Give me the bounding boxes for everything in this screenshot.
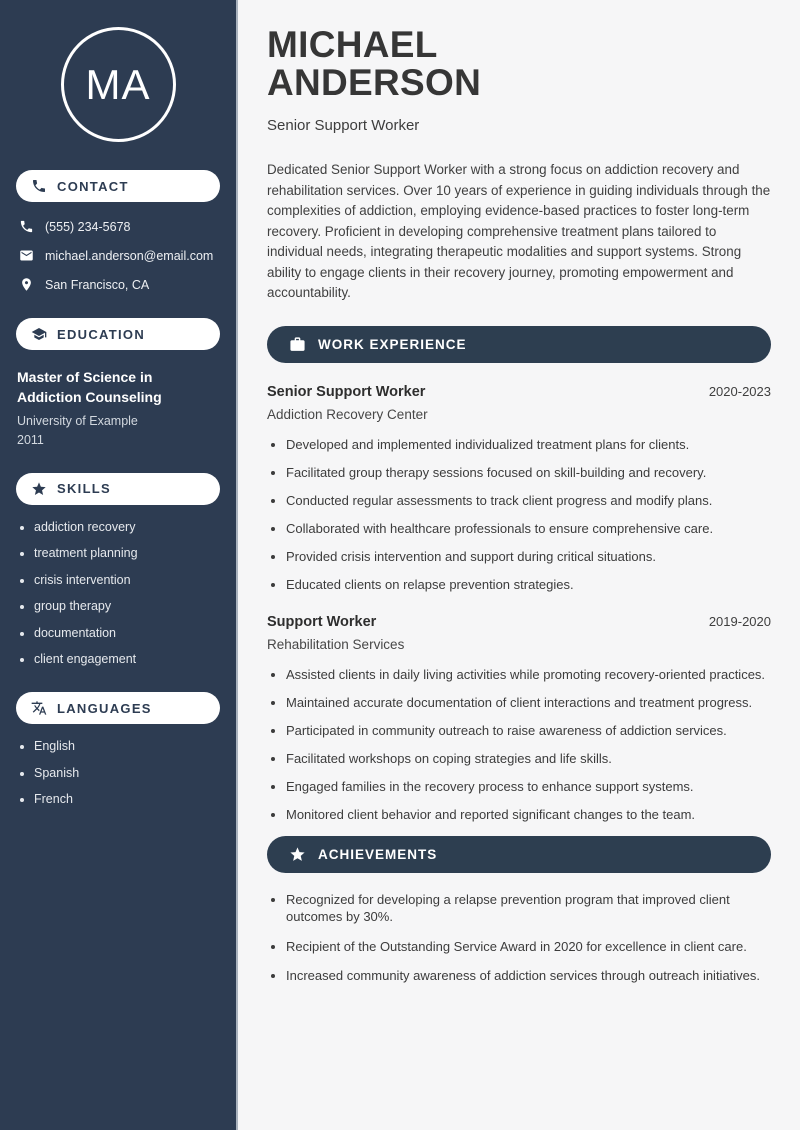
achievement-bullet: • Increased community awareness of addiction services through outreach initiatives. bbox=[286, 967, 771, 985]
job-bullet: • Educated clients on relapse prevention strategies. bbox=[286, 576, 771, 594]
education-section-title: EDUCATION bbox=[57, 326, 146, 342]
job-header bbox=[267, 614, 771, 630]
candidate-job-title: Senior Support Worker bbox=[267, 117, 420, 134]
job-role: Senior Support Worker bbox=[267, 383, 426, 400]
achievements-section-header bbox=[267, 836, 771, 873]
candidate-name bbox=[267, 26, 771, 102]
job-bullet: • Participated in community outreach to raise awareness of addiction services. bbox=[286, 722, 771, 740]
contact-location-text: San Francisco, CA bbox=[45, 277, 150, 292]
translate-icon bbox=[31, 700, 47, 716]
job-bullet: • Assisted clients in daily living activities while promoting recovery-oriented practices. bbox=[286, 666, 771, 684]
candidate-first-name: MICHAEL bbox=[267, 24, 438, 65]
sidebar bbox=[0, 0, 238, 1130]
email-icon bbox=[19, 248, 34, 263]
job-company: Rehabilitation Services bbox=[267, 637, 405, 652]
location-icon bbox=[19, 277, 34, 292]
language-item: • Spanish bbox=[34, 766, 236, 780]
phone-icon bbox=[19, 219, 34, 234]
languages-section-title: LANGUAGES bbox=[57, 700, 152, 716]
contact-phone-text: (555) 234-5678 bbox=[45, 219, 131, 234]
job-bullet: • Collaborated with healthcare professionals to ensure comprehensive care. bbox=[286, 520, 771, 538]
star-icon bbox=[289, 846, 306, 863]
language-item: • English bbox=[34, 739, 236, 753]
job-bullet-list bbox=[267, 666, 771, 824]
skill-item: • addiction recovery bbox=[34, 520, 236, 534]
briefcase-icon bbox=[289, 336, 306, 353]
contact-item-location bbox=[0, 277, 236, 292]
achievements-list bbox=[267, 891, 771, 985]
main-content bbox=[238, 0, 800, 1130]
avatar bbox=[61, 27, 176, 142]
languages-list bbox=[0, 739, 236, 806]
education-school: University of Example bbox=[17, 413, 138, 428]
job-bullet: • Monitored client behavior and reported significant changes to the team. bbox=[286, 806, 771, 824]
job-dates: 2020-2023 bbox=[708, 383, 771, 399]
achievements-section-title: ACHIEVEMENTS bbox=[318, 846, 438, 862]
job-bullet: • Maintained accurate documentation of client interactions and treatment progress. bbox=[286, 694, 771, 712]
achievement-bullet: • Recipient of the Outstanding Service Award in 2020 for excellence in client care. bbox=[286, 938, 771, 956]
contact-list bbox=[0, 219, 236, 292]
achievement-bullet: • Recognized for developing a relapse prevention program that improved client outcomes by 30%. bbox=[286, 891, 771, 926]
star-icon bbox=[31, 481, 47, 497]
job-bullet-list bbox=[267, 436, 771, 594]
contact-email-text: michael.anderson@email.com bbox=[45, 248, 214, 263]
language-item: • French bbox=[34, 792, 236, 806]
contact-section-title: CONTACT bbox=[57, 178, 129, 194]
skills-section-header bbox=[16, 473, 220, 505]
job-bullet: • Conducted regular assessments to track client progress and modify plans. bbox=[286, 492, 771, 510]
skill-item: • treatment planning bbox=[34, 546, 236, 560]
professional-summary: Dedicated Senior Support Worker with a strong focus on addiction recovery and rehabilitation services. Over 10 years of experience in guiding individuals through the complexities of addiction, employing evidence-based practices to foster long-term recovery. Proficient in developing comprehensive treatment plans tailored to individual needs, integrating therapeutic modalities and support systems. Strong ability to engage clients in their recovery journey, promoting empowerment and accountability. bbox=[267, 162, 771, 300]
job-bullet: • Facilitated workshops on coping strategies and life skills. bbox=[286, 750, 771, 768]
contact-item-email bbox=[0, 248, 236, 263]
education-degree: Master of Science in Addiction Counseling bbox=[17, 369, 162, 406]
job-bullet: • Facilitated group therapy sessions focused on skill-building and recovery. bbox=[286, 464, 771, 482]
skill-item: • documentation bbox=[34, 626, 236, 640]
skill-item: • crisis intervention bbox=[34, 573, 236, 587]
job-entry bbox=[267, 384, 771, 594]
languages-section-header bbox=[16, 692, 220, 724]
contact-item-phone bbox=[0, 219, 236, 234]
job-bullet: • Developed and implemented individualized treatment plans for clients. bbox=[286, 436, 771, 454]
skills-list bbox=[0, 520, 236, 667]
phone-icon bbox=[31, 178, 47, 194]
job-entry bbox=[267, 614, 771, 824]
graduation-cap-icon bbox=[31, 326, 47, 342]
skill-item: • client engagement bbox=[34, 652, 236, 666]
education-entry bbox=[0, 350, 236, 447]
job-bullet: • Provided crisis intervention and support during critical situations. bbox=[286, 548, 771, 566]
skills-section-title: SKILLS bbox=[57, 481, 112, 497]
education-section-header bbox=[16, 318, 220, 350]
contact-section-header bbox=[16, 170, 220, 202]
work-experience-section-header bbox=[267, 326, 771, 363]
work-experience-section-title: WORK EXPERIENCE bbox=[318, 336, 467, 352]
job-header bbox=[267, 384, 771, 400]
avatar-initials: MA bbox=[85, 60, 151, 108]
job-role: Support Worker bbox=[267, 614, 377, 630]
skill-item: • group therapy bbox=[34, 599, 236, 613]
candidate-last-name: ANDERSON bbox=[267, 62, 482, 103]
job-bullet: • Engaged families in the recovery process to enhance support systems. bbox=[286, 778, 771, 796]
education-year: 2011 bbox=[17, 432, 44, 447]
job-dates: 2019-2020 bbox=[708, 614, 771, 629]
job-company: Addiction Recovery Center bbox=[267, 406, 428, 422]
